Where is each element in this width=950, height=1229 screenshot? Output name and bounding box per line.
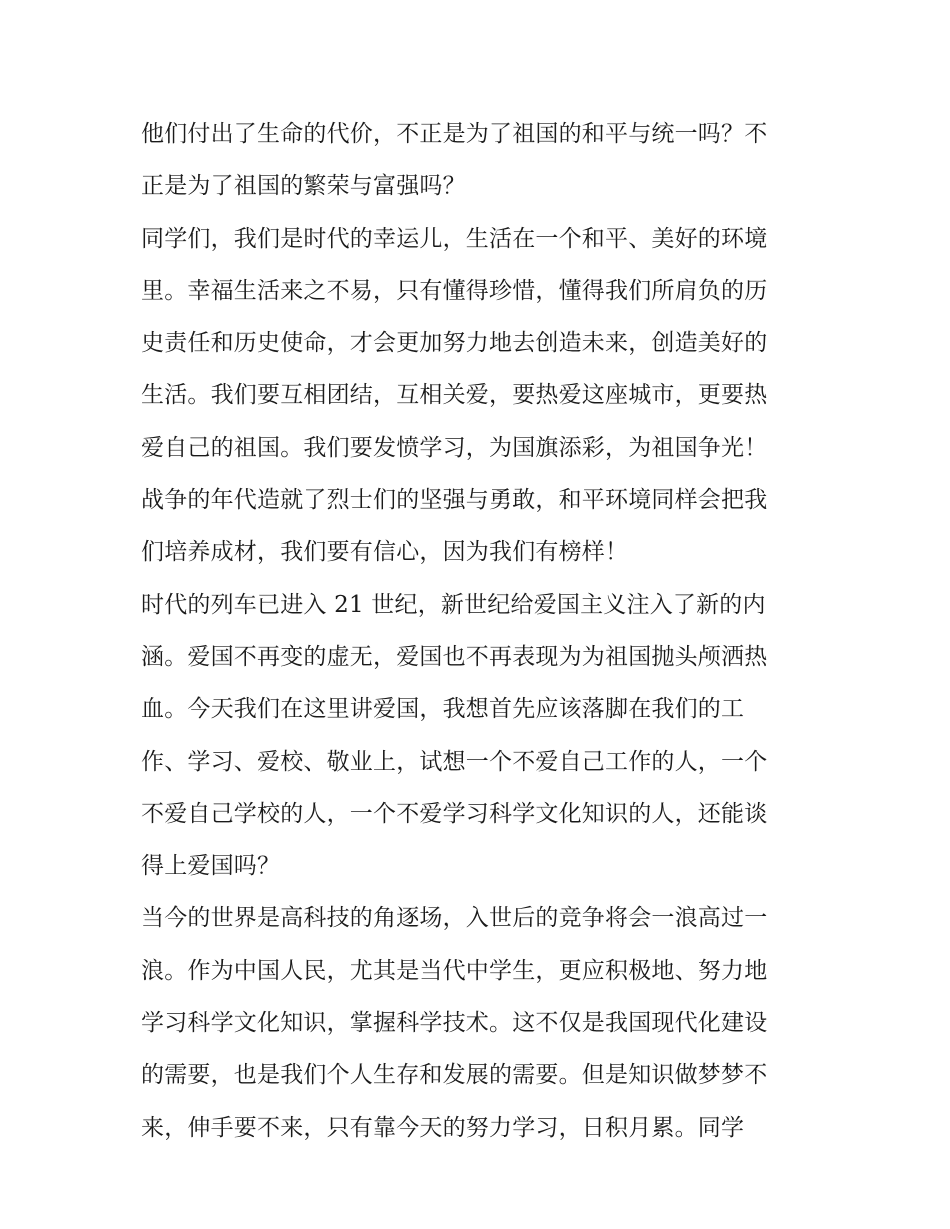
text-line: 史责任和历史使命，才会更加努力地去创造未来，创造美好的: [141, 330, 768, 357]
body-text: [141, 108, 816, 1154]
text-line: 里。幸福生活来之不易，只有懂得珍惜，懂得我们所肩负的历: [141, 277, 768, 304]
text-line: 的需要，也是我们个人生存和发展的需要。但是知识做梦梦不: [141, 1062, 768, 1089]
text-line: 同学们，我们是时代的幸运儿，生活在一个和平、美好的环境: [141, 225, 768, 252]
text-line: 血。今天我们在这里讲爱国，我想首先应该落脚在我们的工: [141, 696, 745, 723]
text-line: 生活。我们要互相团结，互相关爱，要热爱这座城市，更要热: [141, 382, 768, 409]
text-line: 得上爱国吗？: [141, 853, 281, 880]
text-line: 学习科学文化知识，掌握科学技术。这不仅是我国现代化建设: [141, 1010, 768, 1037]
text-line: 浪。作为中国人民，尤其是当代中学生，更应积极地、努力地: [141, 957, 768, 984]
text-line: 战争的年代造就了烈士们的坚强与勇敢，和平环境同样会把我: [141, 487, 768, 514]
text-line: 爱自己的祖国。我们要发愤学习，为国旗添彩，为祖国争光！: [141, 434, 768, 461]
text-line: 们培养成材，我们要有信心，因为我们有榜样！: [141, 539, 629, 566]
text-line: 正是为了祖国的繁荣与富强吗？: [141, 173, 466, 200]
text-line: 作、学习、爱校、敬业上，试想一个不爱自己工作的人，一个: [141, 748, 768, 775]
text-line: 他们付出了生命的代价，不正是为了祖国的和平与统一吗？不: [141, 121, 768, 147]
text-line: 涵。爱国不再变的虚无，爱国也不再表现为为祖国抛头颅洒热: [141, 643, 768, 670]
text-line: 当今的世界是高科技的角逐场，入世后的竞争将会一浪高过一: [141, 905, 768, 932]
text-line: 来，伸手要不来，只有靠今天的努力学习，日积月累。同学: [141, 1114, 745, 1141]
text-line: 时代的列车已进入 21 世纪，新世纪给爱国主义注入了新的内: [141, 591, 766, 618]
text-line: 不爱自己学校的人，一个不爱学习科学文化知识的人，还能谈: [141, 800, 768, 827]
